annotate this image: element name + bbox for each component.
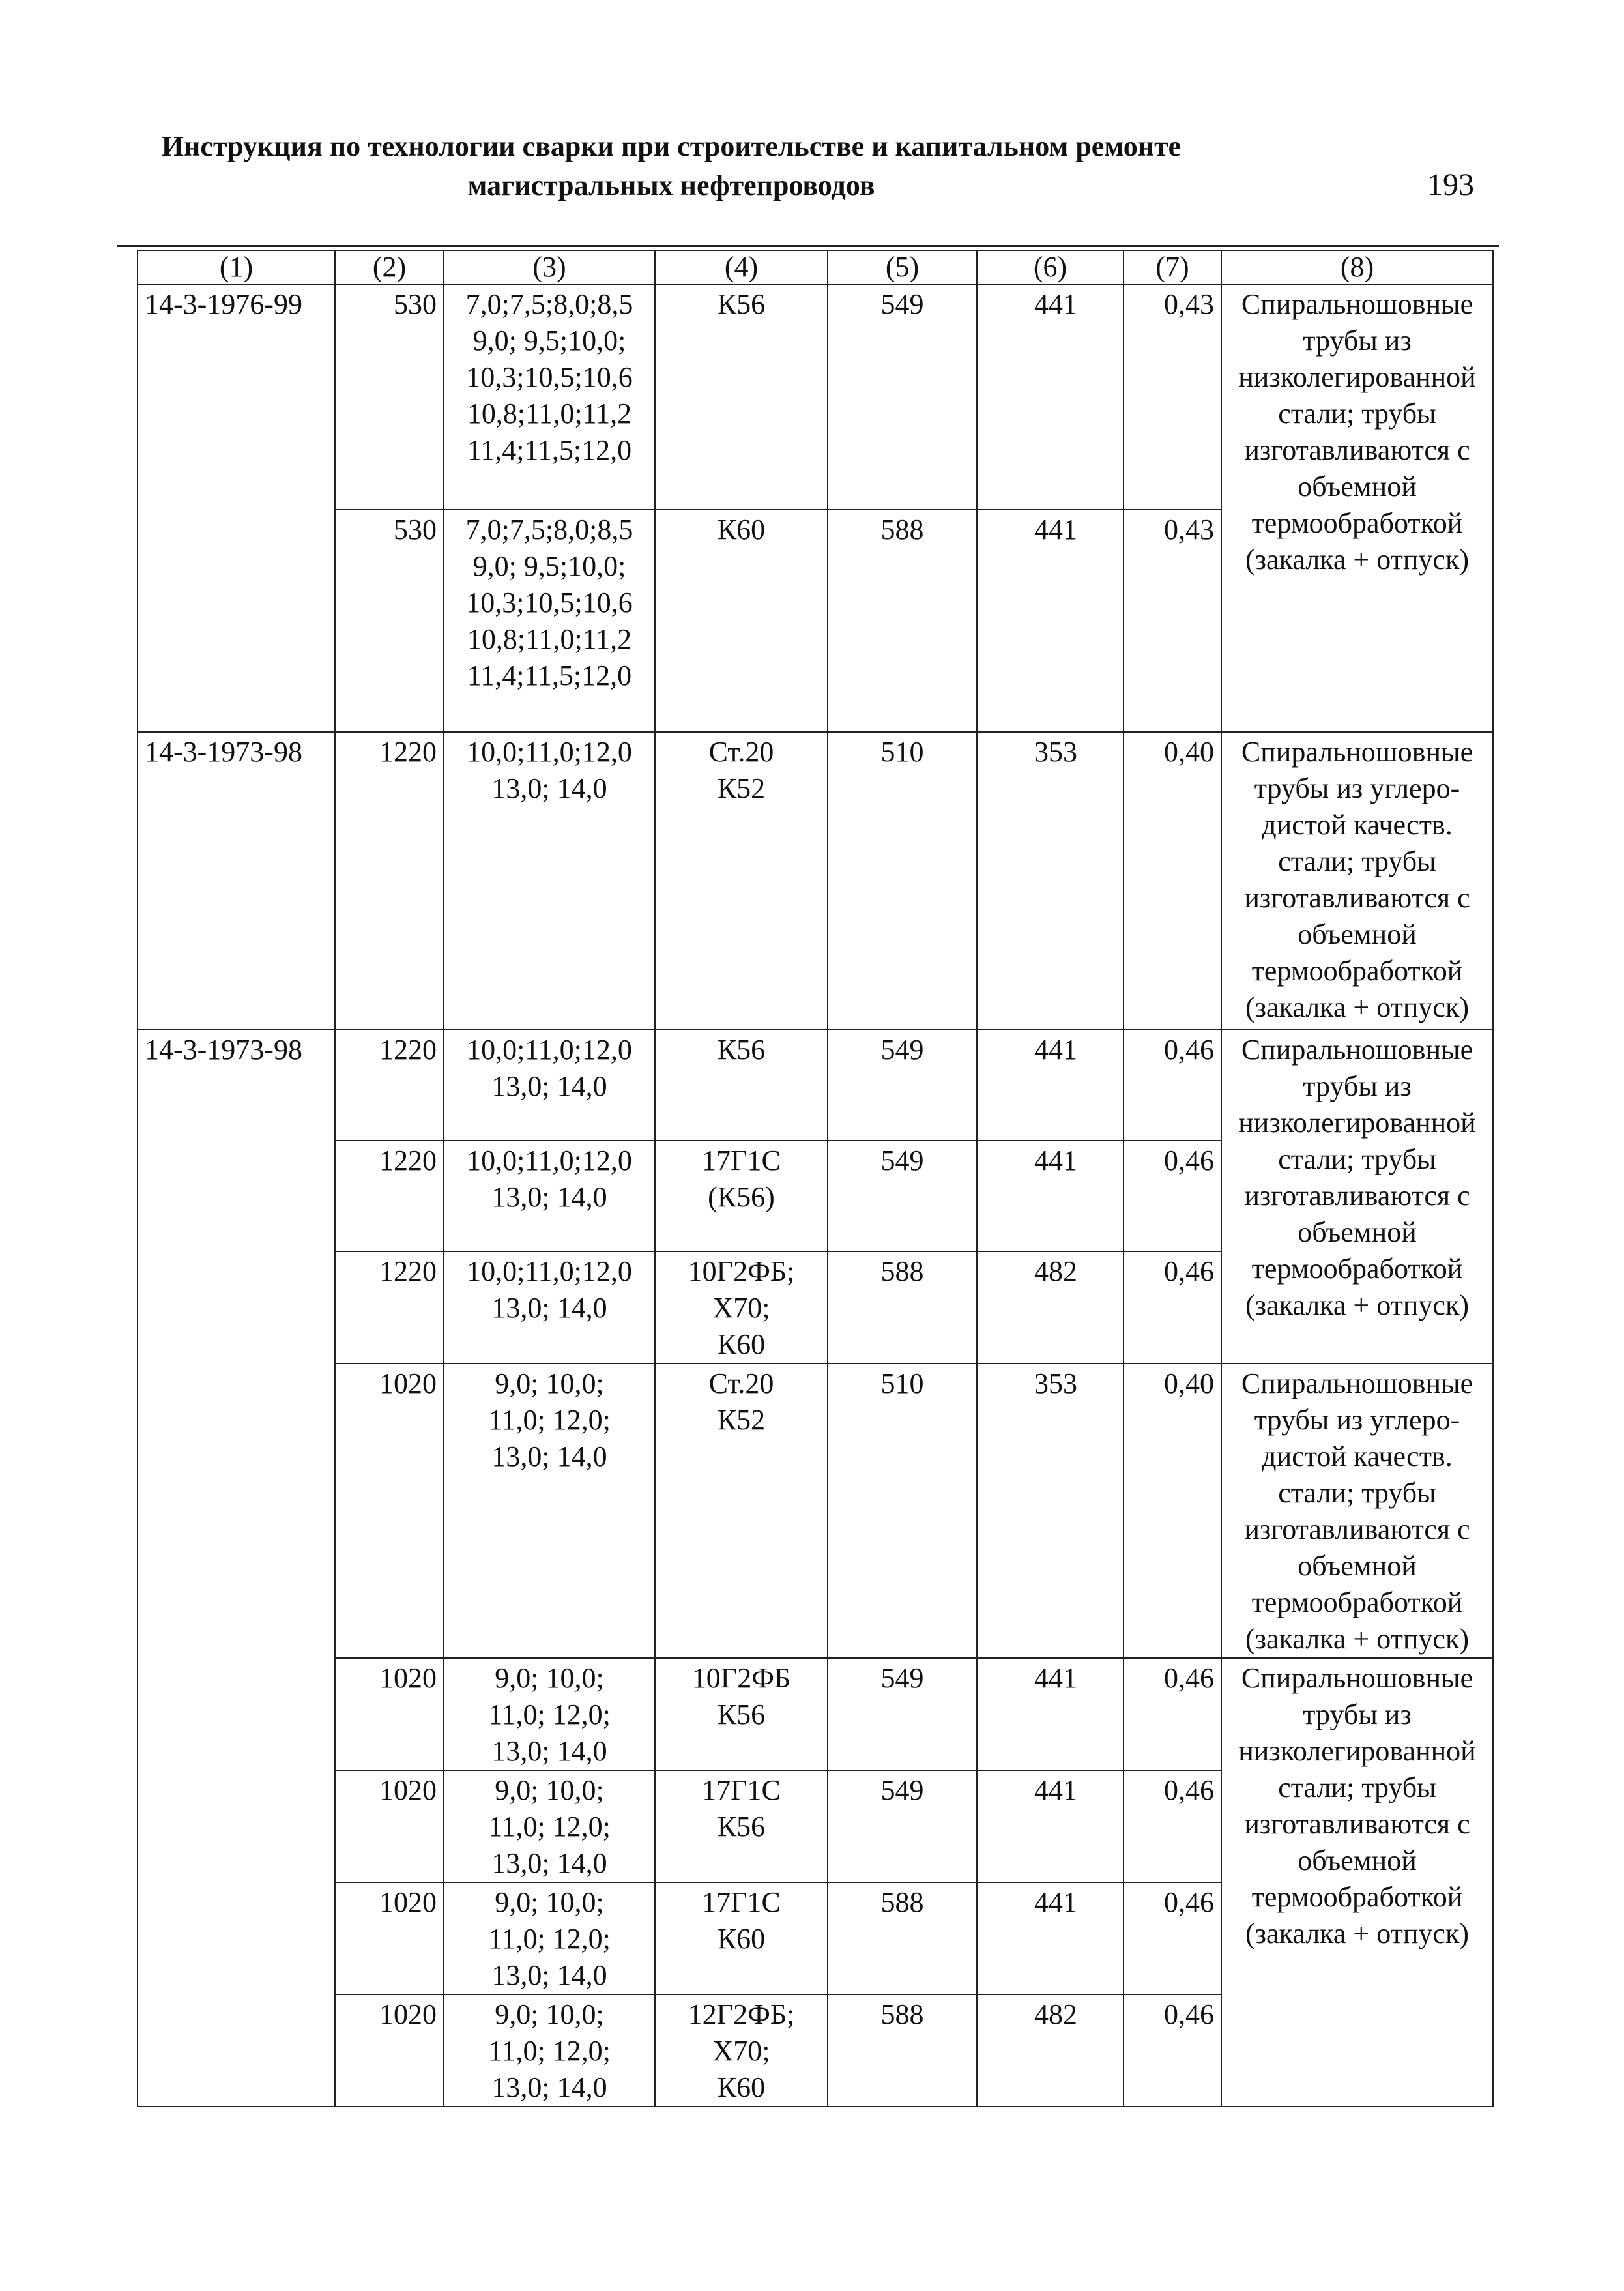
diameter-cell: 1020 <box>335 1364 444 1658</box>
diameter-cell: 1220 <box>335 732 444 1030</box>
value-cell: 441 <box>977 1882 1124 1994</box>
value-cell: 353 <box>977 732 1124 1030</box>
col-header: (7) <box>1124 250 1221 284</box>
steel-grade-cell: К56 <box>655 284 828 510</box>
value-cell: 549 <box>828 1030 977 1141</box>
standard-cell: 14-3-1973-98 <box>138 732 335 1030</box>
table-row <box>138 1030 1493 1141</box>
steel-grade-cell: 12Г2ФБ; Х70; К60 <box>655 1994 828 2107</box>
thickness-cell: 10,0;11,0;12,0 13,0; 14,0 <box>444 1251 655 1364</box>
diameter-cell: 1020 <box>335 1770 444 1882</box>
thickness-cell: 9,0; 10,0; 11,0; 12,0; 13,0; 14,0 <box>444 1364 655 1658</box>
diameter-cell: 1020 <box>335 1882 444 1994</box>
diameter-cell: 1220 <box>335 1030 444 1141</box>
notes-cell: Спиральношовные трубы из низколегированной стали; трубы изготавливаются с объемной термообработкой (закалка + отпуск) <box>1221 1030 1493 1364</box>
notes-cell: Спиральношовные трубы из углеро- дистой качеств. стали; трубы изготавливаются с объемной термообработкой (закалка + отпуск) <box>1221 732 1493 1030</box>
thickness-cell: 7,0;7,5;8,0;8,5 9,0; 9,5;10,0; 10,3;10,5;10,6 10,8;11,0;11,2 11,4;11,5;12,0 <box>444 510 655 732</box>
value-cell: 0,43 <box>1124 284 1221 510</box>
value-cell: 441 <box>977 510 1124 732</box>
steel-grade-cell: 17Г1С К60 <box>655 1882 828 1994</box>
notes-cell: Спиральношовные трубы из низколегированной стали; трубы изготавливаются с объемной термообработкой (закалка + отпуск) <box>1221 1658 1493 2107</box>
value-cell: 549 <box>828 284 977 510</box>
value-cell: 441 <box>977 1658 1124 1770</box>
standard-cell: 14-3-1976-99 <box>138 284 335 732</box>
value-cell: 441 <box>977 1770 1124 1882</box>
steel-grade-cell: 10Г2ФБ; Х70; К60 <box>655 1251 828 1364</box>
value-cell: 549 <box>828 1770 977 1882</box>
steel-grade-cell: Ст.20 К52 <box>655 1364 828 1658</box>
header-title-line1: Инструкция по технологии сварки при строительстве и капитальном ремонте <box>161 130 1182 162</box>
value-cell: 353 <box>977 1364 1124 1658</box>
diameter-cell: 1020 <box>335 1658 444 1770</box>
value-cell: 0,46 <box>1124 1882 1221 1994</box>
value-cell: 0,46 <box>1124 1994 1221 2107</box>
value-cell: 588 <box>828 1251 977 1364</box>
diameter-cell: 530 <box>335 284 444 510</box>
value-cell: 588 <box>828 1994 977 2107</box>
standard-cell: 14-3-1973-98 <box>138 1030 335 2107</box>
value-cell: 510 <box>828 732 977 1030</box>
thickness-cell: 10,0;11,0;12,0 13,0; 14,0 <box>444 1141 655 1251</box>
header-title-line2: магистральных нефтепроводов <box>467 169 875 201</box>
table-row <box>138 1364 1493 1658</box>
thickness-cell: 9,0; 10,0; 11,0; 12,0; 13,0; 14,0 <box>444 1770 655 1882</box>
steel-grade-cell: К56 <box>655 1030 828 1141</box>
thickness-cell: 9,0; 10,0; 11,0; 12,0; 13,0; 14,0 <box>444 1994 655 2107</box>
value-cell: 441 <box>977 1030 1124 1141</box>
table-row <box>138 1658 1493 1770</box>
value-cell: 0,40 <box>1124 1364 1221 1658</box>
value-cell: 0,46 <box>1124 1658 1221 1770</box>
steel-grade-cell: 17Г1С (К56) <box>655 1141 828 1251</box>
value-cell: 441 <box>977 1141 1124 1251</box>
thickness-cell: 9,0; 10,0; 11,0; 12,0; 13,0; 14,0 <box>444 1658 655 1770</box>
value-cell: 482 <box>977 1994 1124 2107</box>
col-header: (5) <box>828 250 977 284</box>
diameter-cell: 1220 <box>335 1141 444 1251</box>
value-cell: 0,46 <box>1124 1770 1221 1882</box>
document-header <box>104 127 1238 205</box>
col-header: (2) <box>335 250 444 284</box>
value-cell: 441 <box>977 284 1124 510</box>
diameter-cell: 530 <box>335 510 444 732</box>
col-header: (6) <box>977 250 1124 284</box>
diameter-cell: 1220 <box>335 1251 444 1364</box>
value-cell: 510 <box>828 1364 977 1658</box>
thickness-cell: 7,0;7,5;8,0;8,5 9,0; 9,5;10,0; 10,3;10,5;10,6 10,8;11,0;11,2 11,4;11,5;12,0 <box>444 284 655 510</box>
value-cell: 0,46 <box>1124 1251 1221 1364</box>
col-header: (4) <box>655 250 828 284</box>
value-cell: 549 <box>828 1658 977 1770</box>
thickness-cell: 10,0;11,0;12,0 13,0; 14,0 <box>444 1030 655 1141</box>
value-cell: 588 <box>828 1882 977 1994</box>
thickness-cell: 9,0; 10,0; 11,0; 12,0; 13,0; 14,0 <box>444 1882 655 1994</box>
col-header: (8) <box>1221 250 1493 284</box>
table-header-row <box>138 250 1493 284</box>
steel-grade-cell: 10Г2ФБ К56 <box>655 1658 828 1770</box>
steel-grade-cell: 17Г1С К56 <box>655 1770 828 1882</box>
page-number: 193 <box>1427 168 1474 202</box>
header-rule <box>117 245 1499 247</box>
table-row <box>138 284 1493 510</box>
pipe-spec-table <box>137 250 1494 2107</box>
diameter-cell: 1020 <box>335 1994 444 2107</box>
col-header: (3) <box>444 250 655 284</box>
value-cell: 482 <box>977 1251 1124 1364</box>
table-row <box>138 732 1493 1030</box>
col-header: (1) <box>138 250 335 284</box>
steel-grade-cell: К60 <box>655 510 828 732</box>
value-cell: 0,43 <box>1124 510 1221 732</box>
value-cell: 0,46 <box>1124 1141 1221 1251</box>
thickness-cell: 10,0;11,0;12,0 13,0; 14,0 <box>444 732 655 1030</box>
value-cell: 588 <box>828 510 977 732</box>
value-cell: 549 <box>828 1141 977 1251</box>
notes-cell: Спиральношовные трубы из низколегированной стали; трубы изготавливаются с объемной термообработкой (закалка + отпуск) <box>1221 284 1493 732</box>
value-cell: 0,46 <box>1124 1030 1221 1141</box>
steel-grade-cell: Ст.20 К52 <box>655 732 828 1030</box>
notes-cell: Спиральношовные трубы из углеро- дистой качеств. стали; трубы изготавливаются с объемной термообработкой (закалка + отпуск) <box>1221 1364 1493 1658</box>
value-cell: 0,40 <box>1124 732 1221 1030</box>
